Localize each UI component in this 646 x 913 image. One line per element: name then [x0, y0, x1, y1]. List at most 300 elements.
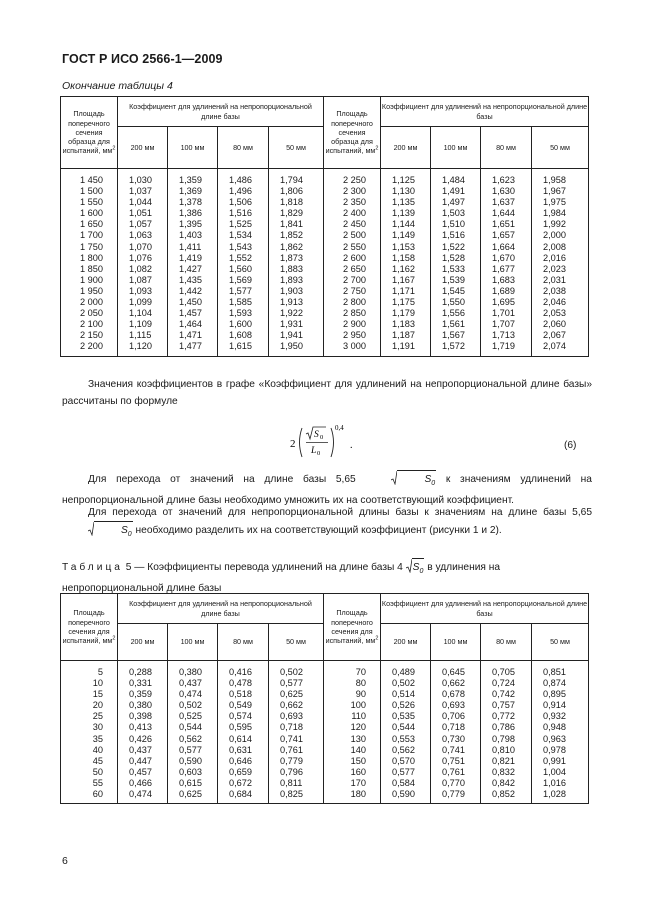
- table-cell: 1 750: [80, 241, 103, 252]
- column-group-header: Коэффициент для удлинений на непропорциональной длине базы: [118, 97, 324, 127]
- paragraph-multiply: Для перехода от значений на длине базы 5,65 $S_0$ к значениям удлинений на непропорциональной длине базы необходимо умножить их на соответствующий коэффициент.: [62, 470, 592, 509]
- table-cell: 1,950: [280, 341, 303, 352]
- table-cell: 1,359: [179, 175, 202, 185]
- table-cell: 1,063: [129, 230, 152, 241]
- table-cell: 1,484: [442, 175, 465, 185]
- column-header-base: 80 мм: [481, 624, 532, 661]
- table-cell: 1,984: [543, 208, 566, 219]
- table-cell: 1,651: [492, 219, 515, 230]
- column-header-base: 50 мм: [532, 624, 589, 661]
- column-header-base: 200 мм: [118, 624, 168, 661]
- table-cell: 25: [92, 711, 103, 722]
- table-cell: 1,369: [179, 186, 202, 197]
- coef-200-column: [381, 661, 431, 804]
- table-cell: 0,963: [543, 733, 566, 744]
- paragraph-divide: Для перехода от значений для непропорциональной длины базы к значениям на длине базы 5,65 $S_0$ необходимо разделить их на соответствующий коэффициент (рисунки 1 и 2).: [62, 504, 592, 543]
- area-column: [61, 661, 118, 804]
- table-cell: 0,991: [543, 755, 566, 766]
- table-cell: 1,841: [280, 219, 303, 230]
- table-cell: 40: [92, 744, 103, 755]
- paragraph-formula-intro: Значения коэффициентов в графе «Коэффициент для удлинений на непропорциональной длине базы» рассчитаны по формуле: [62, 379, 592, 407]
- table-cell: 1,719: [492, 341, 515, 352]
- table-cell: 35: [92, 733, 103, 744]
- table-cell: 0,678: [442, 689, 465, 700]
- coef-50-column: [269, 169, 324, 357]
- table-cell: 1,806: [280, 186, 303, 197]
- table-cell: 2 400: [343, 208, 366, 219]
- table-cell: 1,115: [129, 330, 152, 341]
- table-cell: 1,070: [129, 241, 152, 252]
- table-cell: 1,545: [442, 285, 465, 296]
- table-cell: 0,741: [442, 744, 465, 755]
- table5: [60, 593, 589, 804]
- column-header-base: 50 мм: [269, 624, 324, 661]
- table-cell: 0,437: [129, 744, 152, 755]
- table-cell: 2,067: [543, 330, 566, 341]
- table-cell: 0,821: [492, 755, 515, 766]
- table-cell: 2 600: [343, 252, 366, 263]
- table-cell: 1,171: [392, 285, 415, 296]
- table-cell: 0,380: [179, 667, 202, 677]
- table-cell: 1,149: [392, 230, 415, 241]
- table-cell: 2 900: [343, 319, 366, 330]
- coef-50-column: [269, 661, 324, 804]
- table-cell: 1,644: [492, 208, 515, 219]
- table-cell: 2,074: [543, 341, 566, 352]
- table-cell: 0,577: [280, 678, 303, 689]
- table-cell: 2,008: [543, 241, 566, 252]
- table-cell: 1,707: [492, 319, 515, 330]
- table-cell: 1,561: [442, 319, 465, 330]
- table-cell: 1,623: [492, 175, 515, 185]
- table-cell: 1,550: [442, 297, 465, 308]
- column-header-area: Площадь поперечного сечения образца для испытаний, $мм^2$: [324, 97, 381, 169]
- table-cell: 0,544: [392, 722, 415, 733]
- table-cell: 20: [92, 700, 103, 711]
- table-cell: 1,162: [392, 263, 415, 274]
- table-cell: 1,701: [492, 308, 515, 319]
- svg-text:0: 0: [320, 434, 324, 441]
- table-cell: 0,718: [442, 722, 465, 733]
- table-cell: 1,528: [442, 252, 465, 263]
- table-cell: 2 550: [343, 241, 366, 252]
- table-cell: 1,104: [129, 308, 152, 319]
- table-cell: 0,724: [492, 678, 515, 689]
- table-cell: 1,037: [129, 186, 152, 197]
- table-cell: 0,810: [492, 744, 515, 755]
- table-cell: 1,577: [229, 285, 252, 296]
- table-cell: 1,403: [179, 230, 202, 241]
- coef-50-column: [532, 169, 589, 357]
- table-cell: 1,030: [129, 175, 152, 185]
- table-cell: 1,130: [392, 186, 415, 197]
- table-cell: 1,167: [392, 274, 415, 285]
- table-cell: 1,873: [280, 252, 303, 263]
- table-cell: 1,677: [492, 263, 515, 274]
- table-cell: 0,772: [492, 711, 515, 722]
- column-header-base: 50 мм: [532, 127, 589, 169]
- table-cell: 1,525: [229, 219, 252, 230]
- table-cell: 0,525: [179, 711, 202, 722]
- table-cell: 0,751: [442, 755, 465, 766]
- table-cell: 1 800: [80, 252, 103, 263]
- document-header: ГОСТ Р ИСО 2566-1—2009: [62, 52, 223, 66]
- table-cell: 0,331: [129, 678, 152, 689]
- table-cell: 2 950: [343, 330, 366, 341]
- table-cell: 1 450: [80, 175, 103, 185]
- table-cell: 0,779: [442, 789, 465, 800]
- column-header-base: 100 мм: [168, 624, 218, 661]
- table-cell: 1,496: [229, 186, 252, 197]
- table-cell: 2 250: [343, 175, 366, 185]
- table-cell: 1,534: [229, 230, 252, 241]
- table-cell: 1,600: [229, 319, 252, 330]
- table-cell: 0,577: [179, 744, 202, 755]
- table-cell: 1,522: [442, 241, 465, 252]
- table-cell: 0,413: [129, 722, 152, 733]
- table-cell: 1,637: [492, 197, 515, 208]
- table-cell: 1,852: [280, 230, 303, 241]
- svg-text:0,4: 0,4: [335, 424, 344, 432]
- table-cell: 0,631: [229, 744, 252, 755]
- table-cell: 0,502: [392, 678, 415, 689]
- column-header-base: 80 мм: [218, 127, 269, 169]
- table-cell: 2,023: [543, 263, 566, 274]
- table-cell: 0,742: [492, 689, 515, 700]
- table-cell: 1,975: [543, 197, 566, 208]
- table-cell: 1,016: [543, 777, 566, 788]
- table-cell: 1 650: [80, 219, 103, 230]
- table-cell: 0,645: [442, 667, 465, 677]
- table-cell: 1,386: [179, 208, 202, 219]
- column-header-base: 80 мм: [481, 127, 532, 169]
- table-cell: 0,786: [492, 722, 515, 733]
- coef-100-column: [168, 661, 218, 804]
- table-cell: 1,450: [179, 297, 202, 308]
- table-cell: 0,526: [392, 700, 415, 711]
- table-cell: 0,544: [179, 722, 202, 733]
- table-cell: 1,516: [229, 208, 252, 219]
- table-cell: 2 300: [343, 186, 366, 197]
- table-cell: 0,659: [229, 766, 252, 777]
- table-cell: 1,533: [442, 263, 465, 274]
- table-cell: 0,779: [280, 755, 303, 766]
- table-cell: 0,474: [129, 789, 152, 800]
- table-cell: 1,419: [179, 252, 202, 263]
- table-cell: 1,464: [179, 319, 202, 330]
- table-cell: 1 900: [80, 274, 103, 285]
- table-cell: 1,076: [129, 252, 152, 263]
- table-cell: 0,502: [179, 700, 202, 711]
- table-cell: 2 850: [343, 308, 366, 319]
- table-cell: 0,535: [392, 711, 415, 722]
- table-cell: 1,593: [229, 308, 252, 319]
- table-cell: 0,646: [229, 755, 252, 766]
- table-cell: 0,416: [229, 667, 252, 677]
- column-header-base: 200 мм: [381, 127, 431, 169]
- column-header-base: 100 мм: [168, 127, 218, 169]
- table-cell: 0,706: [442, 711, 465, 722]
- column-header-base: 80 мм: [218, 624, 269, 661]
- table-cell: 1,664: [492, 241, 515, 252]
- table-cell: 0,662: [280, 700, 303, 711]
- table-cell: 1 700: [80, 230, 103, 241]
- svg-text:S: S: [314, 430, 319, 440]
- table-cell: 1,569: [229, 274, 252, 285]
- coef-100-column: [431, 661, 481, 804]
- table-cell: 1,153: [392, 241, 415, 252]
- table-cell: 0,447: [129, 755, 152, 766]
- coef-100-column: [431, 169, 481, 357]
- table-cell: 1,125: [392, 175, 415, 185]
- column-header-area: Площадь поперечного сечения образца для испытаний, $мм^2$: [61, 97, 118, 169]
- table-cell: 1,477: [179, 341, 202, 352]
- table-cell: 0,590: [392, 789, 415, 800]
- table-cell: 1,442: [179, 285, 202, 296]
- table-cell: 130: [350, 733, 366, 744]
- table-cell: 1,543: [229, 241, 252, 252]
- table-cell: 1,457: [179, 308, 202, 319]
- table-cell: 1,099: [129, 297, 152, 308]
- table-cell: 150: [350, 755, 366, 766]
- table-cell: 0,948: [543, 722, 566, 733]
- table-cell: 1,903: [280, 285, 303, 296]
- table-cell: 1,818: [280, 197, 303, 208]
- table-cell: 1,144: [392, 219, 415, 230]
- column-group-header: Коэффициент для удлинений на непропорциональной длине базы: [381, 97, 589, 127]
- sqrt-s0: $S_0$: [365, 470, 436, 492]
- table-cell: 1,630: [492, 186, 515, 197]
- table-cell: 0,437: [179, 678, 202, 689]
- table-cell: 0,595: [229, 722, 252, 733]
- svg-text:.: .: [350, 440, 353, 451]
- table-cell: 0,466: [129, 777, 152, 788]
- table-cell: 1,435: [179, 274, 202, 285]
- table-cell: 0,852: [492, 789, 515, 800]
- table-cell: 0,615: [179, 777, 202, 788]
- table-cell: 1 600: [80, 208, 103, 219]
- table-cell: 1,427: [179, 263, 202, 274]
- table-cell: 1,883: [280, 263, 303, 274]
- table-cell: 1,506: [229, 197, 252, 208]
- table-cell: 1,794: [280, 175, 303, 185]
- column-header-base: 100 мм: [431, 127, 481, 169]
- coef-200-column: [118, 661, 168, 804]
- table-cell: 1,689: [492, 285, 515, 296]
- table-cell: 2 700: [343, 274, 366, 285]
- table-cell: 0,590: [179, 755, 202, 766]
- table-cell: 0,874: [543, 678, 566, 689]
- table-cell: 1,135: [392, 197, 415, 208]
- table-cell: 1,922: [280, 308, 303, 319]
- table-cell: 1,615: [229, 341, 252, 352]
- table-cell: 1,175: [392, 297, 415, 308]
- table-cell: 1,556: [442, 308, 465, 319]
- table-cell: 1,560: [229, 263, 252, 274]
- table-cell: 0,761: [280, 744, 303, 755]
- table-cell: 2,053: [543, 308, 566, 319]
- table-cell: 1,539: [442, 274, 465, 285]
- table-cell: 10: [92, 678, 103, 689]
- table-cell: 0,474: [179, 689, 202, 700]
- table-cell: 1 550: [80, 197, 103, 208]
- table-cell: 0,489: [392, 667, 415, 677]
- table-cell: 0,761: [442, 766, 465, 777]
- table-cell: 1,044: [129, 197, 152, 208]
- table-cell: 1,028: [543, 789, 566, 800]
- table-cell: 1,510: [442, 219, 465, 230]
- table-cell: 1,491: [442, 186, 465, 197]
- table-cell: 0,914: [543, 700, 566, 711]
- table-cell: 0,932: [543, 711, 566, 722]
- table-cell: 70: [355, 667, 366, 677]
- table-cell: 1,941: [280, 330, 303, 341]
- column-header-area: Площадь поперечного сечения для испытаний, $мм^2$: [61, 594, 118, 661]
- column-header-base: 200 мм: [381, 624, 431, 661]
- table-cell: 1,082: [129, 263, 152, 274]
- sqrt-s0: $S_0$: [406, 558, 425, 580]
- table-cell: 1,378: [179, 197, 202, 208]
- table-cell: 3 000: [343, 341, 366, 352]
- table-cell: 1,683: [492, 274, 515, 285]
- table-cell: 90: [355, 689, 366, 700]
- table-cell: 0,705: [492, 667, 515, 677]
- table-cell: 1,411: [179, 241, 202, 252]
- sqrt-s0: $S_0$: [62, 521, 133, 543]
- table-cell: 0,978: [543, 744, 566, 755]
- table-cell: 0,718: [280, 722, 303, 733]
- coef-80-column: [481, 661, 532, 804]
- table-cell: 1,585: [229, 297, 252, 308]
- table-cell: 1,552: [229, 252, 252, 263]
- column-header-base: 50 мм: [269, 127, 324, 169]
- table-cell: 2 750: [343, 285, 366, 296]
- table-cell: 1,913: [280, 297, 303, 308]
- column-header-area: Площадь поперечного сечения для испытаний, $мм^2$: [324, 594, 381, 661]
- table-cell: 0,562: [392, 744, 415, 755]
- table-cell: 0,570: [392, 755, 415, 766]
- table-cell: 1,567: [442, 330, 465, 341]
- formula-6: [286, 420, 396, 464]
- table-cell: 2,016: [543, 252, 566, 263]
- equation-number: (6): [564, 440, 577, 451]
- table-cell: 0,577: [392, 766, 415, 777]
- table-cell: 0,478: [229, 678, 252, 689]
- table-cell: 0,798: [492, 733, 515, 744]
- coef-80-column: [218, 169, 269, 357]
- table-cell: 0,574: [229, 711, 252, 722]
- table-cell: 2 050: [80, 308, 103, 319]
- table-cell: 0,770: [442, 777, 465, 788]
- table-cell: 1,004: [543, 766, 566, 777]
- table-cell: 2 350: [343, 197, 366, 208]
- table-cell: 60: [92, 789, 103, 800]
- table-cell: 0,741: [280, 733, 303, 744]
- table-cell: 0,359: [129, 689, 152, 700]
- column-group-header: Коэффициент для удлинений на непропорциональной длине базы: [118, 594, 324, 624]
- table-cell: 1,187: [392, 330, 415, 341]
- table-cell: 1,486: [229, 175, 252, 185]
- table-cell: 0,603: [179, 766, 202, 777]
- table-cell: 30: [92, 722, 103, 733]
- table-cell: 1,139: [392, 208, 415, 219]
- table-cell: 0,757: [492, 700, 515, 711]
- table-cell: 1,179: [392, 308, 415, 319]
- svg-text:0: 0: [317, 450, 321, 457]
- table-cell: 0,398: [129, 711, 152, 722]
- table-cell: 50: [92, 766, 103, 777]
- page-number: 6: [62, 855, 68, 867]
- table-cell: 0,514: [392, 689, 415, 700]
- table-cell: 0,811: [280, 777, 303, 788]
- table-cell: 0,288: [129, 667, 152, 677]
- table-cell: 120: [350, 722, 366, 733]
- table-cell: 1,057: [129, 219, 152, 230]
- table5-title: Таблица 5 — Коэффициенты перевода удлинений на длине базы 4 $S_0$ в удлинения на непропорциональной длине базы: [62, 558, 592, 597]
- table-cell: 1 500: [80, 186, 103, 197]
- table-cell: 0,832: [492, 766, 515, 777]
- table-cell: 0,614: [229, 733, 252, 744]
- table-cell: 2,031: [543, 274, 566, 285]
- table-cell: 1 850: [80, 263, 103, 274]
- table-cell: 0,895: [543, 689, 566, 700]
- table-cell: 1,471: [179, 330, 202, 341]
- table-cell: 0,693: [442, 700, 465, 711]
- table-cell: 5: [97, 667, 103, 677]
- table4: [60, 96, 589, 357]
- table-cell: 0,730: [442, 733, 465, 744]
- table-cell: 1,695: [492, 297, 515, 308]
- table-cell: 2 200: [80, 341, 103, 352]
- table-cell: 1,572: [442, 341, 465, 352]
- table-cell: 1,087: [129, 274, 152, 285]
- table-cell: 100: [350, 700, 366, 711]
- table-cell: 1,109: [129, 319, 152, 330]
- table-cell: 0,457: [129, 766, 152, 777]
- table-cell: 1,958: [543, 175, 566, 185]
- table-cell: 2,000: [543, 230, 566, 241]
- table-cell: 1,893: [280, 274, 303, 285]
- coef-200-column: [118, 169, 168, 357]
- table-cell: 0,584: [392, 777, 415, 788]
- table-cell: 1,051: [129, 208, 152, 219]
- table-cell: 0,380: [129, 700, 152, 711]
- table-cell: 0,518: [229, 689, 252, 700]
- coef-80-column: [481, 169, 532, 357]
- column-group-header: Коэффициент для удлинений на непропорциональной длине базы: [381, 594, 589, 624]
- table-cell: 0,672: [229, 777, 252, 788]
- table-cell: 45: [92, 755, 103, 766]
- table-cell: 1,120: [129, 341, 152, 352]
- table-cell: 0,796: [280, 766, 303, 777]
- table-cell: 0,842: [492, 777, 515, 788]
- table4-continuation-caption: Окончание таблицы 4: [62, 80, 173, 92]
- table-cell: 0,502: [280, 667, 303, 677]
- table-cell: 1,931: [280, 319, 303, 330]
- table-cell: 1,093: [129, 285, 152, 296]
- table-cell: 1,992: [543, 219, 566, 230]
- table-cell: 1,516: [442, 230, 465, 241]
- table-cell: 0,851: [543, 667, 566, 677]
- table-cell: 2,046: [543, 297, 566, 308]
- table-cell: 1,395: [179, 219, 202, 230]
- table-cell: 1 950: [80, 285, 103, 296]
- table-cell: 2 100: [80, 319, 103, 330]
- table-cell: 1,158: [392, 252, 415, 263]
- svg-text:L: L: [311, 446, 317, 456]
- table-cell: 0,549: [229, 700, 252, 711]
- table-cell: 170: [350, 777, 366, 788]
